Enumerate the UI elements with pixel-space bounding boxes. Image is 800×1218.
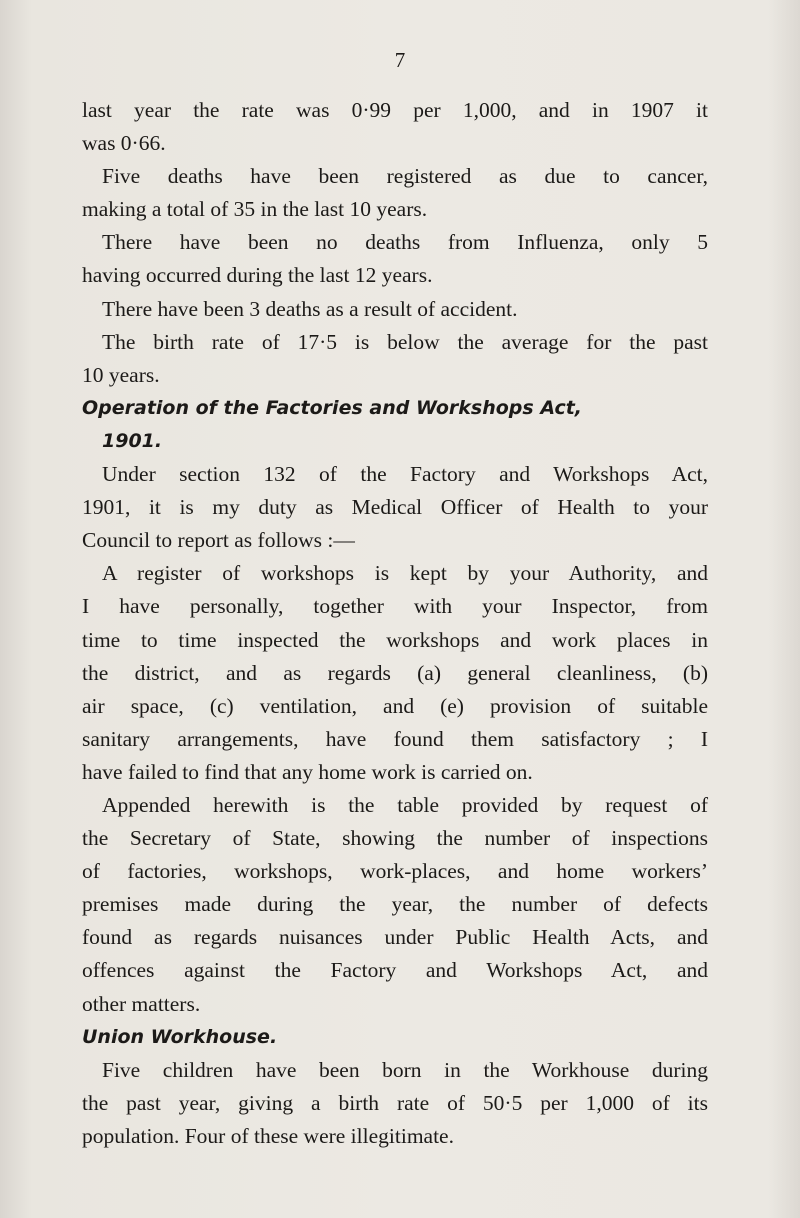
text-line: having occurred during the last 12 years. bbox=[82, 263, 433, 288]
text-line: The birth rate of 17·5 is below the average for the past bbox=[102, 329, 708, 354]
paragraph-cancer-deaths bbox=[82, 160, 708, 226]
section-heading: Union Workhouse. bbox=[82, 1025, 278, 1048]
text-line: air space, (c) ventilation, and (e) provision of suitable bbox=[82, 693, 708, 718]
text-line: making a total of 35 in the last 10 years. bbox=[82, 197, 428, 222]
paragraph-appended-table bbox=[82, 789, 708, 1021]
paragraph-birth-rate bbox=[82, 326, 708, 392]
text-line: of factories, workshops, work-places, and home workers’ bbox=[82, 859, 708, 884]
text-line: found as regards nuisances under Public Health Acts, and bbox=[82, 925, 708, 950]
text-line: A register of workshops is kept by your Authority, and bbox=[102, 561, 708, 586]
text-line: Council to report as follows :— bbox=[82, 528, 355, 553]
text-line: Under section 132 of the Factory and Workshops Act, bbox=[102, 462, 708, 487]
paragraph-accidents bbox=[82, 293, 708, 326]
text-line: Five children have been born in the Workhouse during bbox=[102, 1057, 708, 1082]
text-line: premises made during the year, the number of defects bbox=[82, 892, 708, 917]
text-line: was 0·66. bbox=[82, 131, 166, 156]
text-line: There have been no deaths from Influenza, only 5 bbox=[102, 230, 708, 255]
section-union-workhouse bbox=[82, 1021, 708, 1153]
text-line: offences against the Factory and Workshops Act, and bbox=[82, 958, 708, 983]
text-line: last year the rate was 0·99 per 1,000, and in 1907 it bbox=[82, 98, 708, 122]
page-number: 7 bbox=[394, 48, 406, 72]
text-line: have failed to find that any home work is carried on. bbox=[82, 759, 533, 784]
text-line: There have been 3 deaths as a result of accident. bbox=[102, 296, 518, 321]
paragraph-influenza bbox=[82, 226, 708, 292]
paragraph-register bbox=[82, 557, 708, 789]
section-heading-continued bbox=[82, 425, 708, 458]
text-line: 10 years. bbox=[82, 362, 160, 387]
text-line: time to time inspected the workshops and work places in bbox=[82, 627, 708, 652]
paragraph-section-132 bbox=[82, 458, 708, 557]
text-line: the district, and as regards (a) general cleanliness, (b) bbox=[82, 660, 708, 685]
text-line: sanitary arrangements, have found them satisfactory ; I bbox=[82, 726, 708, 751]
text-line: the past year, giving a birth rate of 50·5 per 1,000 of its bbox=[82, 1090, 708, 1115]
section-heading: Operation of the Factories and Workshops Act, bbox=[82, 396, 583, 419]
text-line: Five deaths have been registered as due to cancer, bbox=[102, 164, 708, 189]
paragraph-cancer-rate bbox=[82, 94, 708, 160]
text-line: other matters. bbox=[82, 991, 201, 1016]
page-body bbox=[82, 94, 708, 1153]
text-line: the Secretary of State, showing the number of inspections bbox=[82, 826, 708, 851]
text-line: 1901, it is my duty as Medical Officer of Health to your bbox=[82, 495, 708, 520]
text-line: I have personally, together with your Inspector, from bbox=[82, 594, 708, 619]
text-line: Appended herewith is the table provided by request of bbox=[102, 792, 708, 817]
section-factories-act bbox=[82, 392, 708, 1021]
text-line: population. Four of these were illegitimate. bbox=[82, 1123, 454, 1148]
section-heading-year: 1901. bbox=[102, 429, 163, 452]
paragraph-workhouse-births bbox=[82, 1054, 708, 1153]
